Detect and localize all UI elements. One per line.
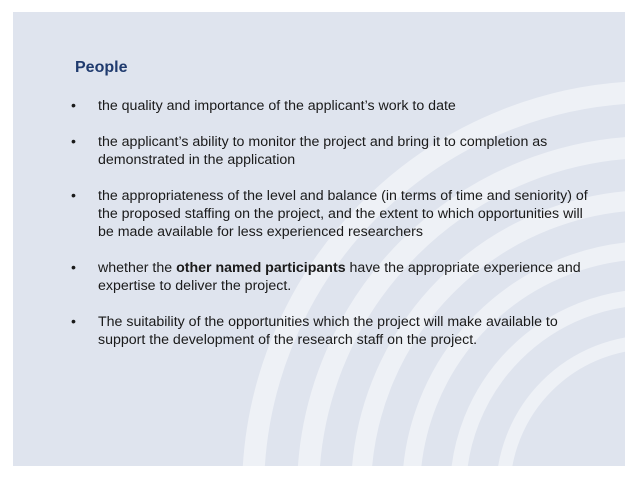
bullet: • <box>71 314 76 330</box>
list-item-text: The suitability of the opportunities which the project will make available to support the development of the research staff on the project. <box>98 314 558 348</box>
list-item <box>71 313 591 349</box>
bullet: • <box>71 260 76 276</box>
list-item <box>71 133 591 169</box>
list-item-text-post: have the appropriate experience and expertise to deliver the project. <box>98 260 581 294</box>
list-item <box>71 259 591 295</box>
slide-title: People <box>75 59 128 76</box>
list-item-text-pre: whether the <box>98 260 177 276</box>
bullet: • <box>71 188 76 204</box>
bullet: • <box>71 134 76 150</box>
list-item-text: the appropriateness of the level and balance (in terms of time and seniority) of the proposed staffing on the project, and the extent to which opportunities will be made available for less experienced researchers <box>98 188 588 240</box>
list-item-text: the quality and importance of the applicant’s work to date <box>98 98 456 114</box>
bullet: • <box>71 98 76 114</box>
list-item <box>71 187 591 241</box>
slide <box>13 12 625 466</box>
list-item <box>71 97 591 115</box>
criteria-list <box>71 97 591 349</box>
list-item-bold-text: other named participants <box>176 260 346 276</box>
list-item-text: the applicant’s ability to monitor the project and bring it to completion as demonstrated in the application <box>98 134 548 168</box>
